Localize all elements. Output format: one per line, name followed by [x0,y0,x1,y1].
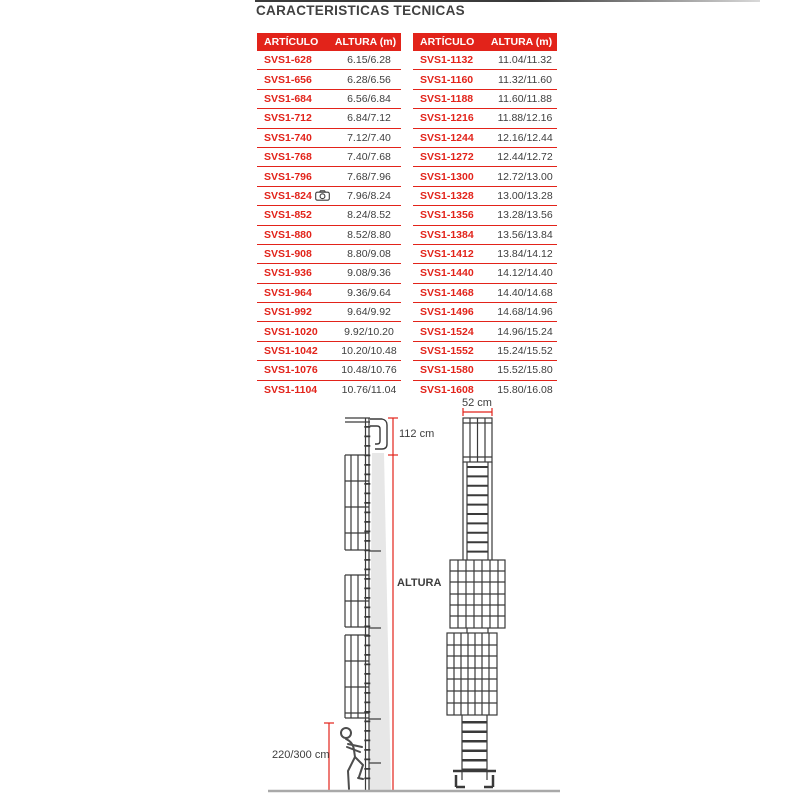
table-row [257,51,401,70]
height-cell: 15.24/15.52 [497,345,553,358]
front-cage-grid-2 [447,633,497,715]
table-row [257,342,401,361]
height-cell: 13.28/13.56 [497,209,553,222]
spec-table-left [257,33,401,400]
height-cell: 6.56/6.84 [347,92,391,105]
table-row [413,284,557,303]
table-row [257,322,401,341]
height-cell: 13.56/13.84 [497,228,553,241]
article-cell: SVS1-1216 [420,112,474,125]
table-row [413,109,557,128]
article-cell: SVS1-936 [264,267,312,280]
height-cell: 11.04/11.32 [498,54,552,67]
article-cell: SVS1-1440 [420,267,474,280]
table-row [413,245,557,264]
table-body [413,51,557,400]
column-header-height: ALTURA (m) [334,36,397,48]
article-cell: SVS1-712 [264,112,312,125]
table-row [257,109,401,128]
dimension-line-112cm [388,418,398,455]
article-cell: SVS1-1384 [420,228,474,241]
camera-icon [315,190,330,201]
table-row [257,148,401,167]
table-row [257,206,401,225]
height-cell: 9.36/9.64 [347,286,391,299]
article-cell: SVS1-1132 [420,54,474,67]
top-divider [255,0,760,2]
height-cell: 8.24/8.52 [347,209,391,222]
table-row [257,187,401,206]
height-cell: 7.40/7.68 [347,151,391,164]
article-cell: SVS1-1468 [420,286,474,299]
front-top-cage [463,418,492,462]
table-row [257,284,401,303]
table-row [413,187,557,206]
article-cell: SVS1-824 [257,190,337,202]
article-cell: SVS1-1524 [420,325,474,338]
dimension-label-walkthrough-height: 112 cm [399,428,435,440]
article-cell: SVS1-1580 [420,364,474,377]
table-row [257,303,401,322]
front-upper-ladder [463,462,492,560]
height-cell: 10.76/11.04 [341,384,397,397]
height-cell: 9.64/9.92 [347,306,391,319]
height-cell: 7.12/7.40 [347,131,391,144]
article-cell: SVS1-684 [264,92,312,105]
height-cell: 10.48/10.76 [341,364,397,377]
article-cell: SVS1-740 [264,131,312,144]
table-row [257,70,401,89]
table-row [257,245,401,264]
article-cell: SVS1-1356 [420,209,474,222]
table-row [413,148,557,167]
table-row [257,90,401,109]
table-row [413,226,557,245]
table-body [257,51,401,400]
height-cell: 8.80/9.08 [347,248,391,261]
article-cell: SVS1-768 [264,151,312,164]
table-row [413,90,557,109]
dimension-label-base-clearance: 220/300 cm [272,749,330,761]
height-cell: 15.52/15.80 [497,364,553,377]
height-cell: 14.12/14.40 [497,267,553,280]
column-header-article: ARTÍCULO [420,36,475,48]
article-cell: SVS1-1244 [420,131,474,144]
table-row [257,129,401,148]
table-row [257,226,401,245]
column-header-height: ALTURA (m) [490,36,553,48]
article-cell: SVS1-1104 [264,384,318,397]
height-cell: 14.96/15.24 [497,325,553,338]
height-cell: 14.40/14.68 [497,286,553,299]
article-cell: SVS1-1188 [420,92,474,105]
table-row [257,167,401,186]
height-cell: 6.84/7.12 [347,112,391,125]
article-cell: SVS1-1412 [420,248,474,261]
table-row [413,361,557,380]
table-row [413,322,557,341]
article-cell: SVS1-628 [264,54,312,67]
article-cell: SVS1-656 [264,73,312,86]
height-cell: 11.32/11.60 [498,73,552,86]
height-cell: 14.68/14.96 [497,306,553,319]
article-cell: SVS1-1300 [420,170,474,183]
article-cell: SVS1-796 [264,170,312,183]
dimension-label-total-height: ALTURA [397,577,442,589]
page-title: CARACTERISTICAS TECNICAS [256,3,465,18]
table-header [257,33,401,51]
height-cell: 15.80/16.08 [497,384,553,397]
height-cell: 8.52/8.80 [347,228,391,241]
article-cell: SVS1-992 [264,306,312,319]
table-row [413,342,557,361]
height-cell: 12.44/12.72 [497,151,553,164]
dimension-line-52cm [463,408,492,416]
table-row [413,264,557,283]
height-cell: 11.60/11.88 [498,92,552,105]
article-cell: SVS1-1272 [420,151,474,164]
table-row [413,70,557,89]
height-cell: 13.84/14.12 [497,248,553,261]
article-cell: SVS1-1160 [420,73,474,86]
article-cell: SVS1-880 [264,228,312,241]
table-row [413,51,557,70]
height-cell: 7.68/7.96 [347,170,391,183]
height-cell: 12.16/12.44 [497,131,553,144]
table-row [257,264,401,283]
height-cell: 11.88/12.16 [497,112,553,125]
height-cell: 6.15/6.28 [347,54,391,67]
article-cell: SVS1-1020 [264,325,318,338]
height-cell: 12.72/13.00 [497,170,553,183]
article-cell: SVS1-1042 [264,345,318,358]
article-cell: SVS1-1496 [420,306,474,319]
article-cell: SVS1-1076 [264,364,318,377]
article-cell: SVS1-1328 [420,189,474,202]
front-cage-grid-1 [450,560,505,628]
table-header [413,33,557,51]
height-cell: 6.28/6.56 [347,73,391,86]
height-cell: 7.96/8.24 [347,189,391,202]
climber-figure [341,728,363,791]
spec-table-right [413,33,557,400]
dimension-label-rung-width: 52 cm [462,397,492,409]
table-row [257,361,401,380]
ladder-front-view [447,418,505,787]
table-row [413,167,557,186]
article-cell: SVS1-908 [264,248,312,261]
height-cell: 10.20/10.48 [341,345,397,358]
table-row [413,129,557,148]
table-row [413,206,557,225]
height-cell: 9.92/10.20 [344,325,394,338]
article-cell: SVS1-852 [264,209,312,222]
base-feet [453,771,496,787]
article-cell: SVS1-1608 [420,384,474,397]
walkthrough-handrail [370,419,387,449]
height-cell: 9.08/9.36 [347,267,391,280]
table-row [413,303,557,322]
height-cell: 13.00/13.28 [497,189,553,202]
article-cell: SVS1-964 [264,286,312,299]
wall [369,453,391,791]
column-header-article: ARTÍCULO [264,36,319,48]
article-cell: SVS1-1552 [420,345,474,358]
ladder-technical-drawing [250,395,570,800]
